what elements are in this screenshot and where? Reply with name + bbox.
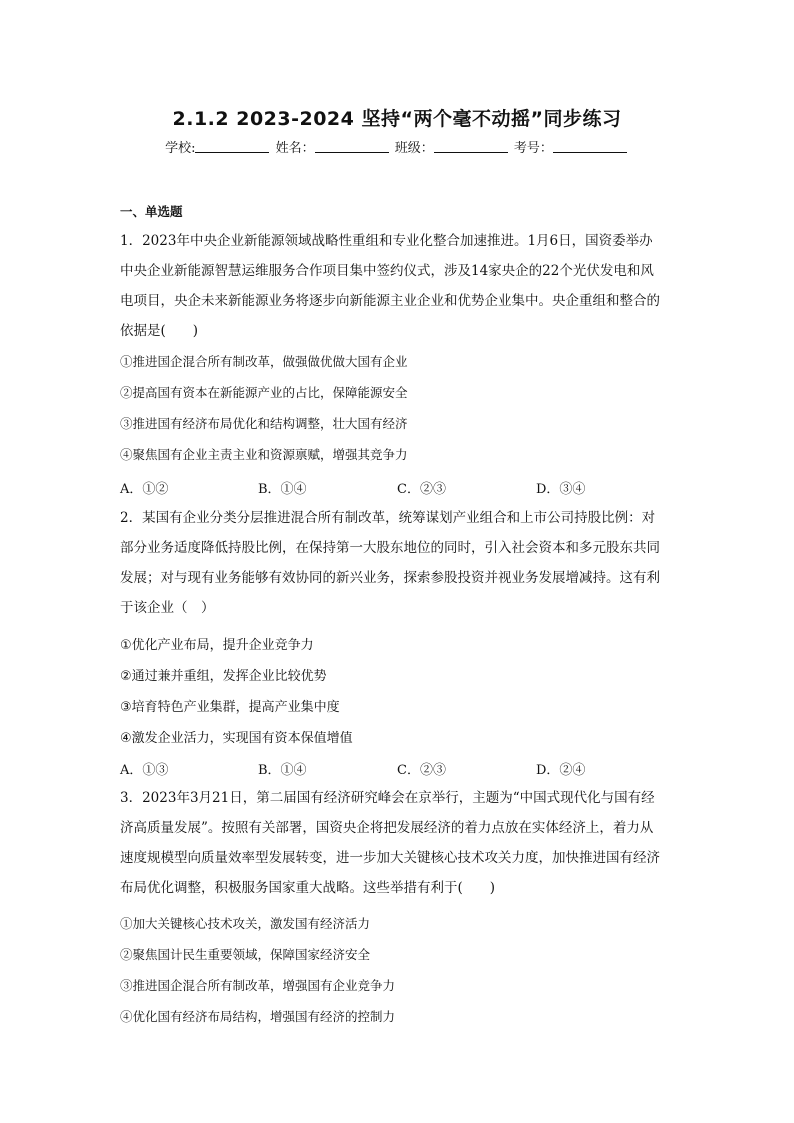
q1-choice-d[interactable]: D．③④ xyxy=(536,482,586,497)
exam-no-label: 考号： xyxy=(513,141,553,156)
section-heading: 一、单选题 xyxy=(120,204,183,219)
q3-statement-2: ②聚焦国计民生重要领域，保障国家经济安全 xyxy=(120,947,371,962)
q3-statement-1: ①加大关键核心技术攻关，激发国有经济活力 xyxy=(120,916,371,931)
stem-line: 于该企业（ ） xyxy=(120,600,215,616)
stem-line: 速度规模型向质量效率型发展转变，进一步加大关键核心技术攻关力度，加快推进国有经济 xyxy=(120,850,660,866)
stem-line: 电项目，央企未来新能源业务将逐步向新能源主业企业和优势企业集中。央企重组和整合的 xyxy=(120,293,660,309)
q1-choice-b[interactable]: B．①④ xyxy=(258,482,307,497)
q2-choice-a[interactable]: A．①③ xyxy=(120,763,169,778)
q2-choice-d[interactable]: D．②④ xyxy=(536,763,586,778)
stem-line: 济高质量发展”。按照有关部署，国资央企将把发展经济的着力点放在实体经济上，着力从 xyxy=(120,820,654,836)
school-label: 学校: xyxy=(165,141,196,156)
q2-choice-c[interactable]: C．②③ xyxy=(397,763,446,778)
stem-line: 依据是( ) xyxy=(120,323,199,339)
exam-no-blank[interactable] xyxy=(553,140,627,153)
q3-statement-4: ④优化国有经济布局结构，增强国有经济的控制力 xyxy=(120,1009,396,1024)
q2-statement-2: ②通过兼并重组，发挥企业比较优势 xyxy=(120,669,327,684)
question-1-stem xyxy=(120,226,678,346)
school-blank[interactable] xyxy=(195,140,269,153)
q2-statement-3: ③培育特色产业集群，提高产业集中度 xyxy=(120,700,340,715)
stem-line: 布局优化调整，积极服务国家重大战略。这些举措有利于( ) xyxy=(120,880,496,896)
q3-statement-3: ③推进国企混合所有制改革，增强国有企业竞争力 xyxy=(120,978,396,993)
stem-line: 1．2023年中央企业新能源领域战略性重组和专业化整合加速推进。1月6日，国资委举办 xyxy=(120,233,653,249)
name-blank[interactable] xyxy=(315,140,389,153)
stem-line: 3．2023年3月21日，第二届国有经济研究峰会在京举行，主题为“中国式现代化与国有经 xyxy=(120,790,655,806)
q1-statement-2: ②提高国有资本在新能源产业的占比，保障能源安全 xyxy=(120,385,408,400)
question-2-stem xyxy=(120,503,678,623)
name-label: 姓名： xyxy=(275,141,315,156)
stem-line: 发展；对与现有业务能够有效协同的新兴业务，探索参股投资并视业务发展增减持。这有利 xyxy=(120,570,660,586)
q1-choice-a[interactable]: A．①② xyxy=(120,482,169,497)
q1-statement-1: ①推进国企混合所有制改革，做强做优做大国有企业 xyxy=(120,354,408,369)
class-blank[interactable] xyxy=(434,140,508,153)
q1-statement-4: ④聚焦国有企业主责主业和资源禀赋，增强其竞争力 xyxy=(120,447,408,462)
q1-choice-c[interactable]: C．②③ xyxy=(397,482,446,497)
page-title: 2.1.2 2023-2024 坚持“两个毫不动摇”同步练习 xyxy=(172,108,622,130)
question-3-stem xyxy=(120,783,678,903)
q2-statement-1: ①优化产业布局，提升企业竞争力 xyxy=(120,638,314,653)
stem-line: 2．某国有企业分类分层推进混合所有制改革，统筹谋划产业组合和上市公司持股比例：对 xyxy=(120,510,656,526)
student-info-line xyxy=(0,137,794,156)
class-label: 班级： xyxy=(394,141,434,156)
q2-statement-4: ④激发企业活力，实现国有资本保值增值 xyxy=(120,731,353,746)
q2-choice-b[interactable]: B．①④ xyxy=(258,763,307,778)
stem-line: 部分业务适度降低持股比例，在保持第一大股东地位的同时，引入社会资本和多元股东共同 xyxy=(120,540,660,556)
stem-line: 中央企业新能源智慧运维服务合作项目集中签约仪式，涉及14家央企的22个光伏发电和风 xyxy=(120,263,654,279)
q1-statement-3: ③推进国有经济布局优化和结构调整，壮大国有经济 xyxy=(120,416,408,431)
